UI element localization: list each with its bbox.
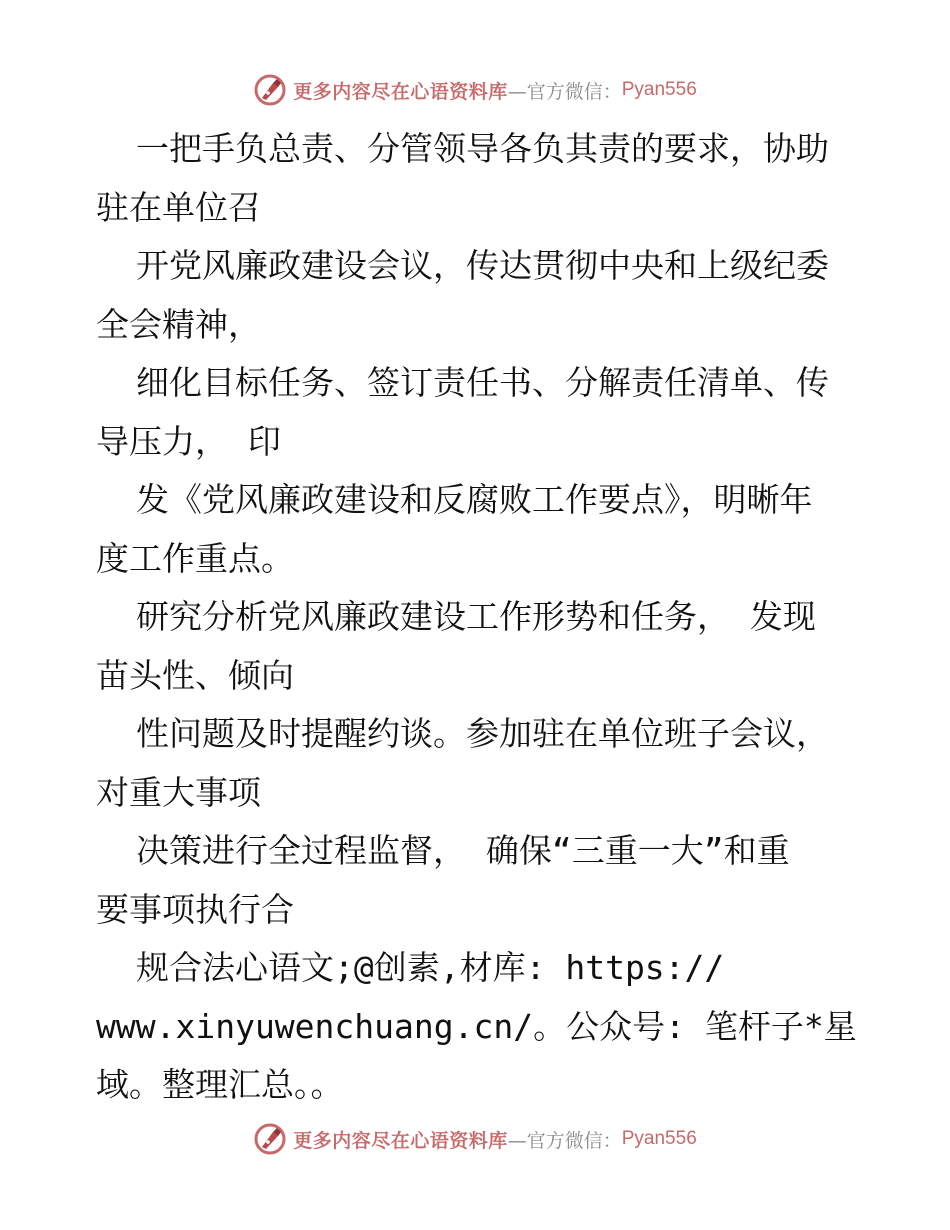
- body-line: 决策进行全过程监督， 确保“三重一大”和重: [136, 831, 790, 870]
- watermark-text: 更多内容尽在心语资料库: [293, 80, 508, 103]
- document-body: [96, 120, 856, 1115]
- body-line: 开党风廉政建设会议，传达贯彻中央和上级纪委: [136, 246, 829, 285]
- watermark-text: 更多内容尽在心语资料库: [293, 1129, 508, 1152]
- body-line: 度工作重点。: [96, 538, 294, 578]
- body-line: 苗头性、倾向: [96, 655, 294, 695]
- body-line: 规合法心语文;@创素,材库: https://: [136, 948, 725, 987]
- watermark-separator: —官方微信：: [507, 80, 622, 103]
- watermark-handle: Pyan556: [621, 1128, 697, 1149]
- watermark-separator: —官方微信：: [507, 1129, 622, 1152]
- body-line: 发《党风廉政建设和反腐败工作要点》，明晰年: [136, 480, 813, 519]
- body-line: 导压力， 印: [96, 421, 281, 461]
- watermark-handle: Pyan556: [621, 79, 697, 100]
- body-line: 驻在单位召: [96, 187, 261, 227]
- pen-nib-logo-icon: [253, 1122, 287, 1156]
- body-line: 域。整理汇总。。: [96, 1065, 344, 1104]
- body-line: 细化目标任务、签订责任书、分解责任清单、传: [136, 363, 829, 402]
- body-line: www.xinyuwenchuang.cn/。公众号: 笔杆子*星: [96, 1006, 857, 1046]
- body-line: 性问题及时提醒约谈。参加驻在单位班子会议，: [136, 714, 829, 753]
- body-line: 对重大事项: [96, 772, 261, 812]
- body-line: 研究分析党风廉政建设工作形势和任务， 发现: [136, 597, 816, 636]
- body-line: 全会精神，: [96, 304, 261, 344]
- body-line: 要事项执行合: [96, 889, 294, 929]
- pen-nib-logo-icon: [253, 73, 287, 107]
- body-line: 一把手负总责、分管领导各负其责的要求，协助: [136, 129, 829, 168]
- header-watermark: [0, 70, 950, 110]
- footer-watermark: [0, 1119, 950, 1159]
